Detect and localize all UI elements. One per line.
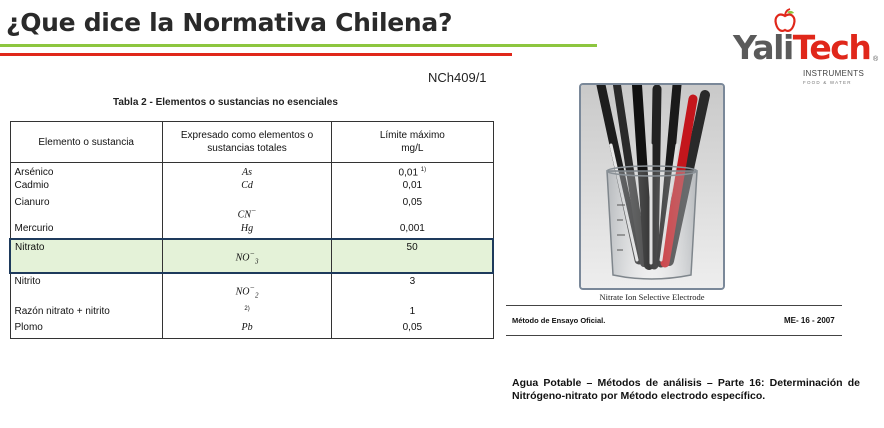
element-name: Nitrito (10, 273, 162, 306)
element-name: Cianuro (10, 197, 162, 223)
photo-caption: Nitrate Ion Selective Electrode (599, 292, 705, 302)
element-formula: $NO^-_2$ (162, 273, 331, 306)
method-description: Agua Potable – Métodos de análisis – Parte 16: Determinación de Nitrógeno-nitrato por Método electrodo específico. (512, 377, 860, 402)
element-name: Mercurio (10, 223, 162, 239)
header-expression: Expresado como elementos o sustancias totales (162, 122, 331, 163)
title-underline-red (0, 53, 512, 56)
divider-top (506, 305, 842, 306)
element-formula: $NO^-_3$ (162, 239, 331, 273)
table-header-row (10, 122, 493, 163)
element-name: Cadmio (10, 180, 162, 197)
element-formula: CN− (162, 197, 331, 223)
logo-tagline: FOOD & WATER (803, 80, 852, 85)
electrode-photo (579, 83, 725, 290)
table-title: Tabla 2 - Elementos o sustancias no esenciales (113, 97, 338, 108)
yalitech-logo (733, 8, 881, 88)
method-label: Método de Ensayo Oficial. (512, 316, 606, 325)
element-name: Razón nitrato + nitrito (10, 306, 162, 322)
table-row-highlighted (10, 239, 493, 273)
method-code: ME- 16 - 2007 (784, 316, 835, 325)
table-row (10, 306, 493, 322)
limit-value: 0,001 (332, 223, 493, 239)
logo-wordmark: YaliTech (733, 28, 871, 67)
table-row (10, 163, 493, 180)
element-name: Arsénico (10, 163, 162, 180)
element-formula: 2) (162, 306, 331, 322)
title-underline-green (0, 44, 597, 47)
logo-registered-mark: ® (873, 56, 879, 63)
element-name: Nitrato (10, 239, 162, 273)
header-element: Elemento o sustancia (10, 122, 162, 163)
limit-value: 0,05 (332, 322, 493, 339)
table-row (10, 322, 493, 339)
element-formula: As (162, 163, 331, 180)
limit-value: 0,01 (332, 180, 493, 197)
limit-value: 0,01 $^{1)}$ (332, 163, 493, 180)
table-row (10, 223, 493, 239)
element-formula: Cd (162, 180, 331, 197)
limit-value: 1 (332, 306, 493, 322)
table-row (10, 180, 493, 197)
substances-table (9, 121, 494, 339)
document-code: NCh409/1 (428, 70, 487, 85)
element-formula: Hg (162, 223, 331, 239)
limit-value: 3 (332, 273, 493, 306)
divider-bottom (506, 335, 842, 336)
limit-value: 0,05 (332, 197, 493, 223)
element-formula: Pb (162, 322, 331, 339)
table-row (10, 273, 493, 306)
element-name: Plomo (10, 322, 162, 339)
header-limit: Límite máximo mg/L (332, 122, 493, 163)
logo-subtitle: INSTRUMENTS (803, 69, 865, 78)
page-title: ¿Que dice la Normativa Chilena? (6, 8, 453, 37)
table-row (10, 197, 493, 223)
limit-value: 50 (332, 239, 493, 273)
